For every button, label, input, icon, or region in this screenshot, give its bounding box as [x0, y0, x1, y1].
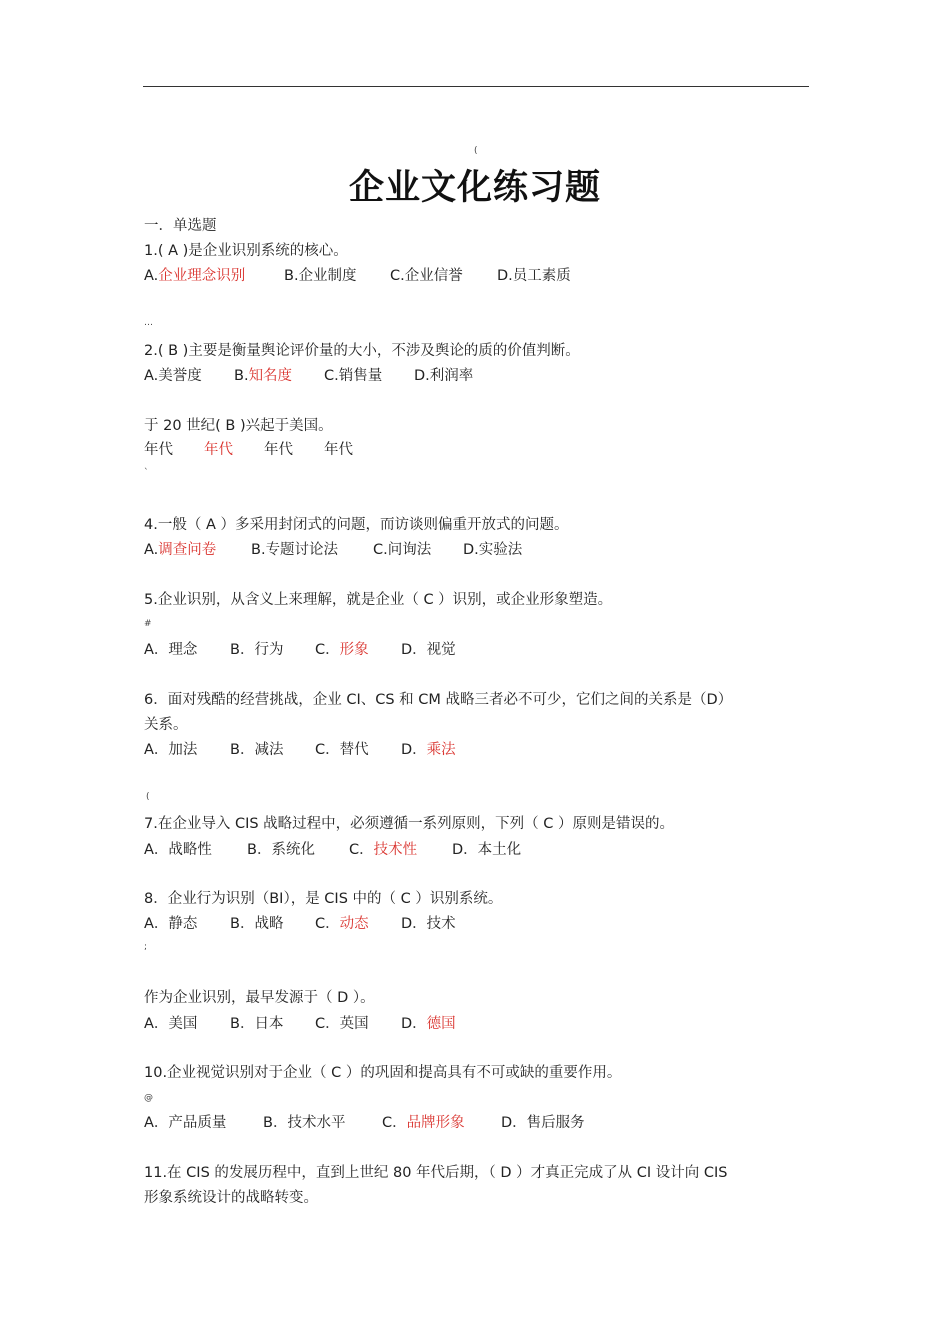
option-c: C.企业信誉 [390, 268, 463, 284]
option-a: A．加法 [144, 742, 198, 758]
option-c: C．英国 [315, 1016, 369, 1032]
option-a: A.美誉度 [144, 368, 202, 384]
option-d: D．乘法 [401, 742, 456, 758]
option-a: A．静态 [144, 916, 198, 932]
page-title: 企业文化练习题 [348, 167, 601, 208]
option-c: C．动态 [315, 916, 369, 932]
question-4-stem: 4.一般（ A ）多采用封闭式的问题，而访谈则偏重开放式的问题。 [144, 517, 569, 533]
question-5-stem: 5.企业识别，从含义上来理解，就是企业（ C ）识别，或企业形象塑造。 [144, 592, 613, 608]
option-d: D.员工素质 [497, 268, 571, 284]
option-c: C．技术性 [349, 842, 418, 858]
question-1-options [144, 266, 571, 286]
stray-mark: ` [144, 468, 149, 478]
question-5-options [144, 640, 456, 660]
option-b: B.企业制度 [284, 268, 357, 284]
option-a: A．产品质量 [144, 1115, 227, 1131]
header-rule [143, 86, 809, 87]
option-c: C．替代 [315, 742, 369, 758]
option-b: B．日本 [230, 1016, 284, 1032]
question-10-stem: 10.企业视觉识别对于企业（ C ）的巩固和提高具有不可或缺的重要作用。 [144, 1065, 622, 1081]
question-2-options [144, 366, 473, 386]
question-2-stem: 2.( B )主要是衡量舆论评价量的大小，不涉及舆论的质的价值判断。 [144, 343, 580, 359]
question-9-stem: 作为企业识别，最早发源于（ D ）。 [144, 990, 375, 1006]
question-8-options [144, 914, 456, 934]
option-d: D．售后服务 [501, 1115, 585, 1131]
question-8-stem: 8．企业行为识别（BI），是 CIS 中的（ C ）识别系统。 [144, 891, 503, 907]
option-d: D．技术 [401, 916, 456, 932]
option-a: A.调查问卷 [144, 542, 217, 558]
option-b: B.专题讨论法 [251, 542, 339, 558]
question-6-stem: 6．面对残酷的经营挑战，企业 CI、CS 和 CM 战略三者必不可少，它们之间的关系是（D） [144, 692, 733, 708]
question-6-stem-cont: 关系。 [144, 717, 188, 733]
option-b: B．战略 [230, 916, 284, 932]
option-c: C.问询法 [373, 542, 432, 558]
option-d: D.实验法 [463, 542, 523, 558]
question-7-options [144, 840, 521, 860]
stray-mark: # [144, 619, 152, 629]
option-c: C.销售量 [324, 368, 383, 384]
question-6-options [144, 740, 456, 760]
stray-mark: … [144, 318, 153, 328]
question-10-options [144, 1113, 585, 1133]
option-2: 年代 [204, 442, 233, 458]
stray-mark: ( [474, 146, 478, 156]
option-a: A．理念 [144, 642, 198, 658]
option-b: B.知名度 [234, 368, 293, 384]
option-c: C．品牌形象 [382, 1115, 465, 1131]
option-3: 年代 [264, 442, 293, 458]
option-1: 年代 [144, 442, 173, 458]
question-3-options [144, 440, 353, 460]
option-b: B．减法 [230, 742, 284, 758]
option-a: A．战略性 [144, 842, 212, 858]
question-11-stem-cont: 形象系统设计的战略转变。 [144, 1190, 318, 1206]
stray-mark: @ [144, 1093, 153, 1103]
option-a: A.企业理念识别 [144, 268, 246, 284]
option-d: D．德国 [401, 1016, 456, 1032]
option-b: B．行为 [230, 642, 284, 658]
option-d: D．视觉 [401, 642, 456, 658]
option-4: 年代 [324, 442, 353, 458]
question-4-options [144, 540, 522, 560]
stray-mark: ( [146, 792, 150, 802]
stray-mark: ; [144, 942, 148, 952]
question-1-stem: 1.( A )是企业识别系统的核心。 [144, 243, 348, 259]
option-b: B．系统化 [247, 842, 315, 858]
option-c: C．形象 [315, 642, 369, 658]
option-b: B．技术水平 [263, 1115, 346, 1131]
question-9-options [144, 1014, 456, 1034]
option-d: D．本土化 [452, 842, 522, 858]
option-a: A．美国 [144, 1016, 198, 1032]
question-3-stem: 于 20 世纪( B )兴起于美国。 [144, 418, 333, 434]
section-heading: 一．单选题 [144, 218, 217, 234]
question-7-stem: 7.在企业导入 CIS 战略过程中，必须遵循一系列原则，下列（ C ）原则是错误的。 [144, 816, 674, 832]
question-11-stem: 11.在 CIS 的发展历程中，直到上世纪 80 年代后期，（ D ）才真正完成了从 CI 设计向 CIS [144, 1165, 728, 1181]
option-d: D.利润率 [414, 368, 474, 384]
